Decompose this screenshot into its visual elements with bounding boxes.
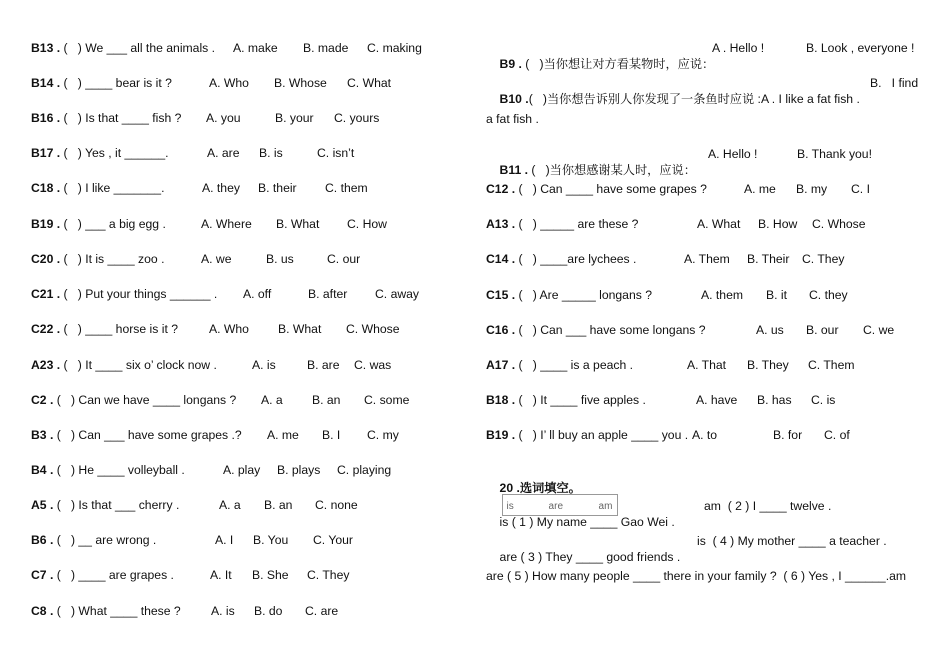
question-item: [31, 321, 400, 337]
option-a: A. off: [243, 287, 272, 301]
question-item: [486, 251, 845, 267]
option-b: B. Thank you!: [797, 147, 872, 161]
question-stem: ( ) Yes , it ______.: [60, 146, 169, 160]
question-stem: ( ) ___ a big egg .: [60, 217, 166, 231]
question-stem: ( ) ____are lychees .: [515, 252, 637, 266]
question-item: [31, 532, 353, 548]
option-a: A. a: [261, 393, 283, 407]
question-number: C8 .: [31, 604, 54, 618]
question-item: [31, 216, 387, 232]
question-stem: ( ) It is ____ zoo .: [60, 252, 165, 266]
option-a: A. we: [201, 252, 232, 266]
option-a: A. me: [744, 182, 776, 196]
question-item: [486, 322, 895, 338]
question-item: [31, 145, 355, 161]
option-a: A . Hello !: [712, 41, 765, 55]
question-stem: ( )当你想告诉别人你发现了一条鱼时应说 :: [528, 92, 761, 106]
question-number: A23 .: [31, 358, 61, 372]
option-b: B. What: [276, 217, 320, 231]
question-stem: ( ) Can we have ____ longans ?: [53, 393, 237, 407]
question-item: [31, 251, 361, 267]
option-b: B. Look , everyone !: [806, 41, 915, 55]
question-stem: ( ) Can ____ have some grapes ?: [515, 182, 707, 196]
question-item: [31, 567, 350, 583]
option-a: A. is: [252, 358, 276, 372]
question-stem: ( ) Can ___ have some longans ?: [515, 323, 706, 337]
question-stem: ( ) ____ horse is it ?: [60, 322, 179, 336]
question-item: [31, 110, 380, 126]
question-item: [31, 603, 339, 619]
option-c: C. are: [305, 604, 339, 618]
question-item: [31, 462, 392, 478]
option-c: C. Whose: [346, 322, 400, 336]
question-number: C2 .: [31, 393, 54, 407]
option-b: B. do: [254, 604, 283, 618]
option-a: A. them: [701, 288, 743, 302]
option-b: B. Whose: [274, 76, 327, 90]
option-a: A. to: [692, 428, 718, 442]
option-a: A. they: [202, 181, 240, 195]
option-a: A. Them: [684, 252, 730, 266]
option-c: C. our: [327, 252, 361, 266]
question-item: [486, 216, 866, 232]
question-item: [31, 40, 422, 56]
option-b: B. I: [322, 428, 341, 442]
question-item: [31, 357, 392, 373]
question-item: [486, 392, 836, 408]
option-a: A. What: [697, 217, 741, 231]
question-b10: [486, 75, 919, 139]
question-item: [31, 75, 392, 91]
question-stem: ( ) I’ ll buy an apple ____ you .: [515, 428, 689, 442]
option-c: C. isn’t: [317, 146, 355, 160]
question-stem: ( ) Are _____ longans ?: [515, 288, 652, 302]
option-a: A. I: [215, 533, 234, 547]
option-b: B. our: [806, 323, 839, 337]
option-b: B. us: [266, 252, 294, 266]
question-item: [486, 357, 855, 373]
option-c: C. What: [347, 76, 392, 90]
option-b: B. their: [258, 181, 297, 195]
question-item: [31, 286, 420, 302]
question-item: [31, 392, 410, 408]
option-c: C. Whose: [812, 217, 866, 231]
question-number: C21 .: [31, 287, 61, 301]
question-stem: ( ) __ are wrong .: [53, 533, 157, 547]
option-b: B. Their: [747, 252, 790, 266]
question-item: [31, 497, 358, 513]
question-number: A5 .: [31, 498, 54, 512]
option-a: A. us: [756, 323, 784, 337]
option-b: B. made: [303, 41, 349, 55]
fill-item-3: are ( 3 ) They ____ good friends .: [499, 550, 681, 564]
option-a: A. me: [267, 428, 299, 442]
question-number: C15 .: [486, 288, 516, 302]
question-number: A13 .: [486, 217, 516, 231]
option-b: B. You: [253, 533, 289, 547]
question-number: C14 .: [486, 252, 516, 266]
option-c: C. I: [851, 182, 870, 196]
question-stem: ( ) ____ is a peach .: [515, 358, 634, 372]
option-b: B. are: [307, 358, 340, 372]
question-stem: ( ) It ____ five apples .: [515, 393, 646, 407]
option-c: C. playing: [337, 463, 392, 477]
question-number: B6 .: [31, 533, 54, 547]
option-c: C. They: [802, 252, 845, 266]
option-b: B. How: [758, 217, 798, 231]
question-number: B18 .: [486, 393, 516, 407]
option-a: A. Where: [201, 217, 252, 231]
question-number: C20 .: [31, 252, 61, 266]
option-c: C. yours: [334, 111, 380, 125]
option-a: A. Who: [209, 76, 249, 90]
option-b: B. for: [773, 428, 803, 442]
question-stem: ( ) Put your things ______ .: [60, 287, 218, 301]
word-am: am: [598, 501, 613, 512]
question-number: B9 .: [499, 57, 522, 71]
question-number: B17 .: [31, 146, 61, 160]
fill-item-4: is ( 4 ) My mother ____ a teacher .: [697, 534, 887, 548]
question-b10-continuation: a fat fish .: [486, 112, 539, 126]
option-b: B. an: [264, 498, 293, 512]
question-number: B11 .: [499, 163, 529, 177]
option-c: C. my: [367, 428, 399, 442]
question-number: C22 .: [31, 322, 61, 336]
option-b: B. She: [252, 568, 289, 582]
option-c: C. They: [307, 568, 350, 582]
question-item: [31, 427, 399, 443]
option-c: C. How: [347, 217, 387, 231]
question-stem: ( ) I like _______.: [60, 181, 165, 195]
option-c: C. we: [863, 323, 895, 337]
option-a: A. Hello !: [708, 147, 758, 161]
option-a: A. a: [219, 498, 241, 512]
question-number: B19 .: [31, 217, 61, 231]
option-b: B. is: [259, 146, 283, 160]
question-number: B3 .: [31, 428, 54, 442]
option-c: C. making: [367, 41, 422, 55]
option-c: C. they: [809, 288, 848, 302]
question-item: [486, 427, 850, 443]
option-a: A. play: [223, 463, 261, 477]
fill-number: 20 .: [499, 481, 520, 495]
fill-line-3: are ( 5 ) How many people ____ there in your family ? ( 6 ) Yes , I ______.am: [486, 569, 907, 583]
question-stem: ( ) ____ are grapes .: [53, 568, 174, 582]
fill-instruction: 选词填空。: [519, 481, 581, 495]
question-number: B19 .: [486, 428, 516, 442]
question-stem: ( ) He ____ volleyball .: [53, 463, 185, 477]
option-b: B. has: [757, 393, 792, 407]
question-item: [31, 180, 368, 196]
option-c: C. is: [811, 393, 836, 407]
question-number: B10 .: [499, 92, 529, 106]
option-a: A. have: [696, 393, 738, 407]
option-a: A. you: [206, 111, 241, 125]
question-number: C7 .: [31, 568, 54, 582]
option-a: A . I like a fat fish .: [760, 92, 860, 106]
question-stem: ( ) Is that ___ cherry .: [53, 498, 180, 512]
word-are: are: [548, 501, 563, 512]
question-number: B16 .: [31, 111, 61, 125]
question-stem: ( ) What ____ these ?: [53, 604, 181, 618]
option-b: B. an: [312, 393, 341, 407]
question-stem: ( ) ____ bear is it ?: [60, 76, 172, 90]
option-a: A. It: [210, 568, 232, 582]
option-c: C. away: [375, 287, 420, 301]
question-number: C12 .: [486, 182, 516, 196]
option-c: C. none: [315, 498, 358, 512]
option-b: B. They: [747, 358, 789, 372]
option-a: A. is: [211, 604, 235, 618]
option-c: C. Your: [313, 533, 353, 547]
option-c: C. of: [824, 428, 850, 442]
option-c: C. was: [354, 358, 392, 372]
question-stem: ( ) It ____ six o’ clock now .: [60, 358, 217, 372]
question-item: [486, 181, 870, 197]
question-number: A17 .: [486, 358, 516, 372]
question-stem: ( ) Can ___ have some grapes .?: [53, 428, 242, 442]
option-c: C. some: [364, 393, 410, 407]
question-number: B13 .: [31, 41, 61, 55]
option-c: C. them: [325, 181, 368, 195]
option-b: B. I find: [870, 76, 919, 90]
option-a: A. Who: [209, 322, 249, 336]
option-b: B. plays: [277, 463, 321, 477]
option-c: C. Them: [808, 358, 855, 372]
fill-item-2: am ( 2 ) I ____ twelve .: [704, 499, 832, 513]
option-b: B. my: [796, 182, 828, 196]
question-stem: ( ) We ___ all the animals .: [60, 41, 216, 55]
option-a: A. make: [233, 41, 278, 55]
word-is: is: [506, 501, 514, 512]
question-item: [486, 287, 848, 303]
option-b: B. What: [278, 322, 322, 336]
question-stem: ( ) _____ are these ?: [515, 217, 639, 231]
question-stem: ( ) Is that ____ fish ?: [60, 111, 182, 125]
option-a: A. are: [207, 146, 240, 160]
option-a: A. That: [687, 358, 727, 372]
option-b: B. your: [275, 111, 314, 125]
question-number: B14 .: [31, 76, 61, 90]
option-b: B. it: [766, 288, 787, 302]
fill-item-1: is ( 1 ) My name ____ Gao Wei .: [499, 515, 675, 529]
question-number: C18 .: [31, 181, 61, 195]
question-number: C16 .: [486, 323, 516, 337]
question-stem: ( )当你想让对方看某物时，应说：: [525, 57, 715, 71]
option-b: B. after: [308, 287, 348, 301]
question-number: B4 .: [31, 463, 54, 477]
question-stem: ( )当你想感谢某人时，应说：: [531, 163, 696, 177]
